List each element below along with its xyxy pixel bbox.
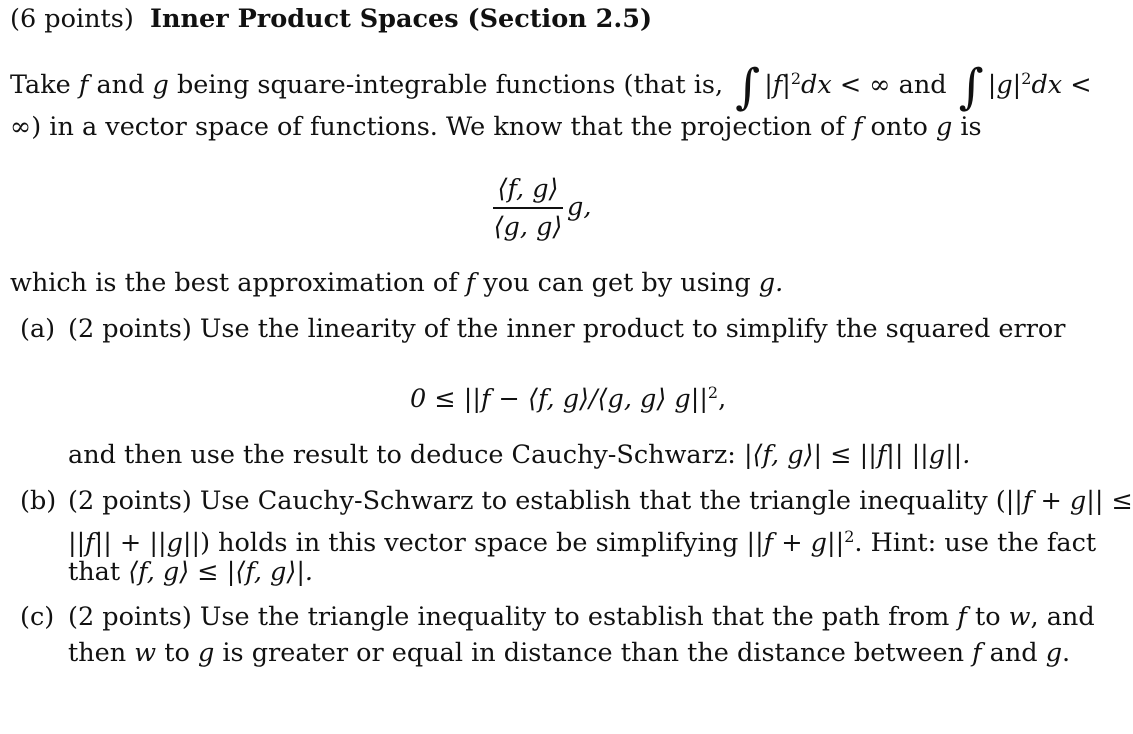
math-punct: , [718, 384, 727, 414]
math-w: w [134, 638, 157, 668]
part-points: (2 points) [68, 602, 192, 632]
math-g: g [1045, 638, 1063, 668]
part-b-line-3 [68, 555, 313, 589]
part-text: , and [1030, 602, 1095, 632]
math-g: g [197, 638, 215, 668]
math-cauchy-schwarz: |⟨f, g⟩| ≤ ||f|| ||g||. [743, 440, 971, 470]
math-g: g [152, 70, 169, 100]
intro-text: is [952, 112, 982, 142]
math-f: f [465, 268, 476, 298]
intro-line-1 [10, 59, 1092, 115]
math-g: g [935, 112, 953, 142]
math-hint: ⟨f, g⟩ ≤ |⟨f, g⟩|. [128, 557, 314, 587]
math-dx: dx [1031, 70, 1063, 100]
integral-sign: ∫ [735, 59, 761, 115]
intro-line-2 [10, 110, 982, 144]
part-b-line-2 [68, 520, 1096, 560]
intro-text: and [88, 70, 153, 100]
part-text: to [156, 638, 198, 668]
math-abs-g: |g| [987, 70, 1022, 100]
intro-text: < [1062, 70, 1092, 100]
math-exponent: 2 [844, 527, 855, 546]
header-points: (6 points) [10, 4, 134, 34]
part-text: then [68, 638, 135, 668]
part-a-line-1 [68, 312, 1065, 346]
part-c-label: (c) [20, 602, 55, 632]
math-exponent: 2 [707, 383, 719, 402]
part-c-line-1 [68, 600, 1095, 634]
part-text: and then use the result to deduce Cauchy-Schwarz: [68, 440, 744, 470]
part-text: . [1062, 638, 1071, 668]
part-b-line-1 [68, 484, 1133, 518]
fraction-denominator: ⟨g, g⟩ [493, 212, 563, 242]
fraction-bar [493, 207, 563, 209]
math-abs-f: |f| [764, 70, 791, 100]
math-exponent: 2 [1021, 69, 1032, 88]
part-points: (2 points) [68, 486, 192, 516]
part-text: and [981, 638, 1046, 668]
part-c-line-2 [68, 636, 1070, 670]
header-title: Inner Product Spaces (Section 2.5) [150, 4, 653, 34]
part-a-label: (a) [20, 314, 56, 344]
math-f: f [957, 602, 967, 632]
intro-text: being square-integrable functions (that is, [168, 70, 724, 100]
math-w: w [1008, 602, 1031, 632]
intro-text: < ∞ and [831, 70, 955, 100]
math-f: f [852, 112, 863, 142]
math-f: f [972, 638, 982, 668]
part-text: Use the triangle inequality to establish that the path from [191, 602, 958, 632]
math-g: g. [758, 268, 784, 298]
part-a-line-2 [68, 438, 970, 472]
after-formula-line [10, 266, 783, 300]
part-text: Use the linearity of the inner product to simplify the squared error [191, 314, 1066, 344]
part-a-equation [410, 376, 726, 416]
problem-header [10, 2, 652, 36]
part-b-label: (b) [20, 486, 57, 516]
math-f: f [78, 70, 89, 100]
part-text: Use Cauchy-Schwarz to establish that the triangle inequality ( [191, 486, 1006, 516]
part-text: . Hint: use the fact [854, 528, 1097, 558]
math-squared-error: 0 ≤ ||f − ⟨f, g⟩/⟨g, g⟩ g|| [410, 384, 708, 414]
math-exponent: 2 [790, 69, 802, 88]
part-text: that [68, 557, 129, 587]
body-text: you can get by using [475, 268, 759, 298]
fraction-numerator: ⟨f, g⟩ [497, 174, 559, 204]
integral-sign: ∫ [958, 59, 984, 115]
math-norm: ||f + g|| [746, 528, 845, 558]
part-points: (2 points) [68, 314, 192, 344]
part-text: to [966, 602, 1009, 632]
part-text: is greater or equal in distance than the distance between [214, 638, 973, 668]
intro-text: Take [10, 70, 79, 100]
fraction-tail: g, [567, 192, 592, 222]
intro-text: ∞) in a vector space of functions. We know that the projection of [10, 112, 853, 142]
math-norm-sum: ||f|| + ||g|| [68, 528, 201, 558]
body-text: which is the best approximation of [10, 268, 466, 298]
intro-text: onto [862, 112, 936, 142]
part-text: ) holds in this vector space be simplifying [200, 528, 747, 558]
math-triangle: ||f + g|| ≤ [1005, 486, 1133, 516]
math-dx: dx [801, 70, 832, 100]
